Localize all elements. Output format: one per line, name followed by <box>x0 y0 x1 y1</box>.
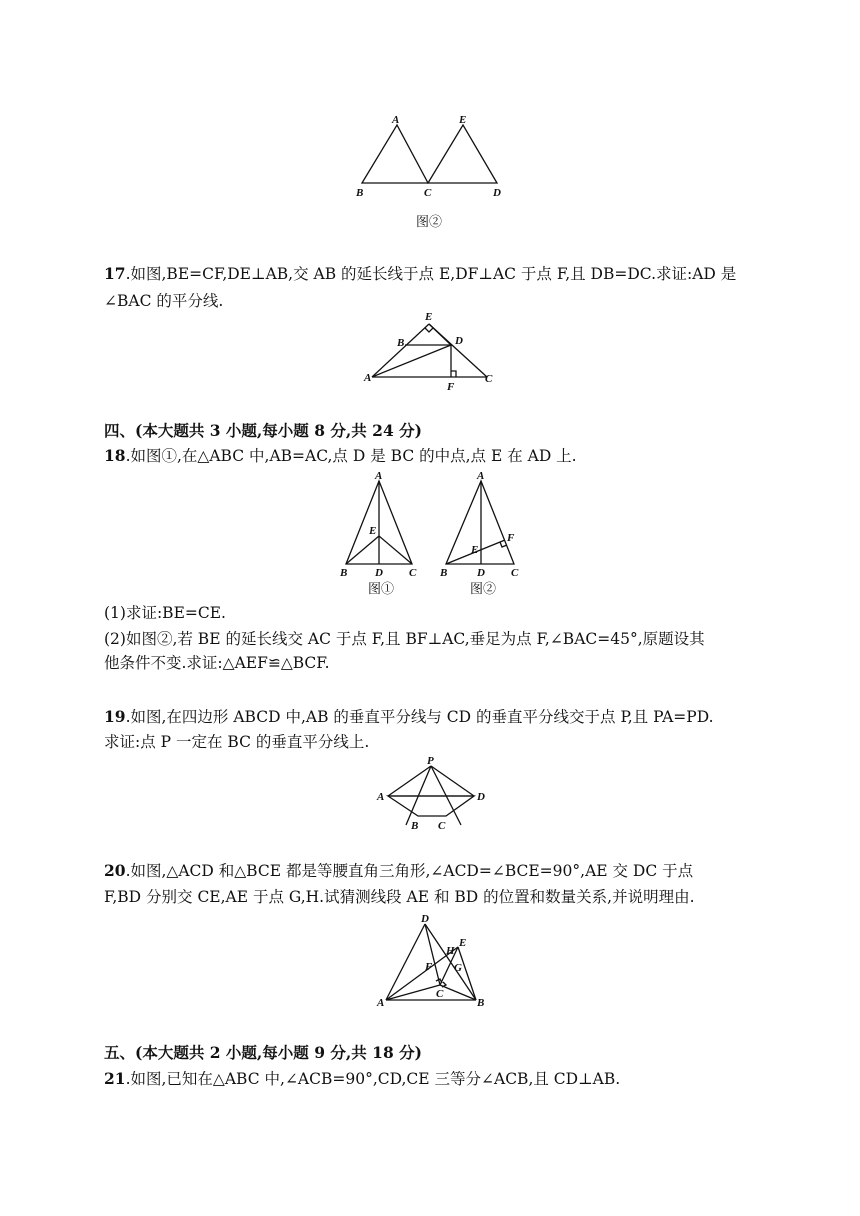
q17-label-e: E <box>425 311 433 323</box>
q19-label-d: D <box>477 791 485 803</box>
q18-fig1-label-a: A <box>375 470 383 482</box>
label-b: B <box>356 187 364 199</box>
q18-part-2-line-1: (2)如图②,若 BE 的延长线交 AC 于点 F,且 BF⊥AC,垂足为点 F,∠BAC=45°,原题设其 <box>104 630 705 648</box>
q20-label-f: F <box>425 961 433 973</box>
q18-number: 18 <box>104 446 126 465</box>
q19-line-2: 求证:点 P 一定在 BC 的垂直平分线上. <box>104 733 370 751</box>
label-e: E <box>459 114 467 126</box>
q19-label-a: A <box>377 791 385 803</box>
q17-text-1: .如图,BE=CF,DE⊥AB,交 AB 的延长线于点 E,DF⊥AC 于点 F,且 DB=DC.求证:AD 是 <box>125 265 737 283</box>
q20-label-a: A <box>377 997 385 1009</box>
q18-text-1: .如图①,在△ABC 中,AB=AC,点 D 是 BC 的中点,点 E 在 AD 上. <box>125 447 577 465</box>
q18-fig1-label-c: C <box>409 567 417 579</box>
q17-label-f: F <box>447 381 455 393</box>
q19-number: 19 <box>104 707 126 726</box>
q19-label-c: C <box>438 820 446 832</box>
q17-label-a: A <box>364 372 372 384</box>
label-c: C <box>424 187 432 199</box>
q19-label-b: B <box>411 820 419 832</box>
q18-fig1-label-d: D <box>375 567 383 579</box>
q19-label-p: P <box>427 755 434 767</box>
q20-label-d: D <box>421 913 429 925</box>
q17-line-2: ∠BAC 的平分线. <box>104 292 224 310</box>
q18-fig2-label-a: A <box>477 470 485 482</box>
q17-label-d: D <box>455 335 463 347</box>
q20-label-e: E <box>459 937 467 949</box>
q20-label-c: C <box>436 988 444 1000</box>
q17-label-c: C <box>485 373 493 385</box>
q18-fig1-label-e: E <box>369 525 377 537</box>
q21-text-1: .如图,已知在△ABC 中,∠ACB=90°,CD,CE 三等分∠ACB,且 CD⊥AB. <box>125 1070 621 1088</box>
q18-fig1-label-b: B <box>340 567 348 579</box>
q18-fig2-label-f: F <box>507 532 515 544</box>
q17-label-b: B <box>397 337 405 349</box>
q18-fig2-label-e: E <box>471 544 479 556</box>
label-d: D <box>493 187 501 199</box>
q21-line-1 <box>104 1068 760 1090</box>
q18-part-2-line-2: 他条件不变.求证:△AEF≌△BCF. <box>104 654 330 672</box>
q17-number: 17 <box>104 264 126 283</box>
q20-number: 20 <box>104 861 126 880</box>
q20-label-g: G <box>454 962 462 974</box>
q20-text-1: .如图,△ACD 和△BCE 都是等腰直角三角形,∠ACD=∠BCE=90°,AE 交 DC 于点 <box>125 862 694 880</box>
q18-fig2-caption: 图② <box>470 581 497 596</box>
q18-fig2-label-d: D <box>477 567 485 579</box>
q20-label-h: H <box>446 945 455 957</box>
section-5-title: 五、(本大题共 2 小题,每小题 9 分,共 18 分) <box>104 1043 422 1062</box>
q18-part-1: (1)求证:BE=CE. <box>104 604 226 622</box>
q18-fig2-label-c: C <box>511 567 519 579</box>
q19-text-1: .如图,在四边形 ABCD 中,AB 的垂直平分线与 CD 的垂直平分线交于点 P,且 PA=PD. <box>125 708 714 726</box>
label-a: A <box>392 114 400 126</box>
q20-line-2: F,BD 分别交 CE,AE 于点 G,H.试猜测线段 AE 和 BD 的位置和数量关系,并说明理由. <box>104 888 695 906</box>
q20-label-b: B <box>477 997 485 1009</box>
q21-number: 21 <box>104 1069 126 1088</box>
q18-fig2-label-b: B <box>440 567 448 579</box>
q18-fig1-caption: 图① <box>368 581 395 596</box>
section-4-title: 四、(本大题共 3 小题,每小题 8 分,共 24 分) <box>104 421 422 440</box>
figure-caption: 图② <box>416 214 443 229</box>
